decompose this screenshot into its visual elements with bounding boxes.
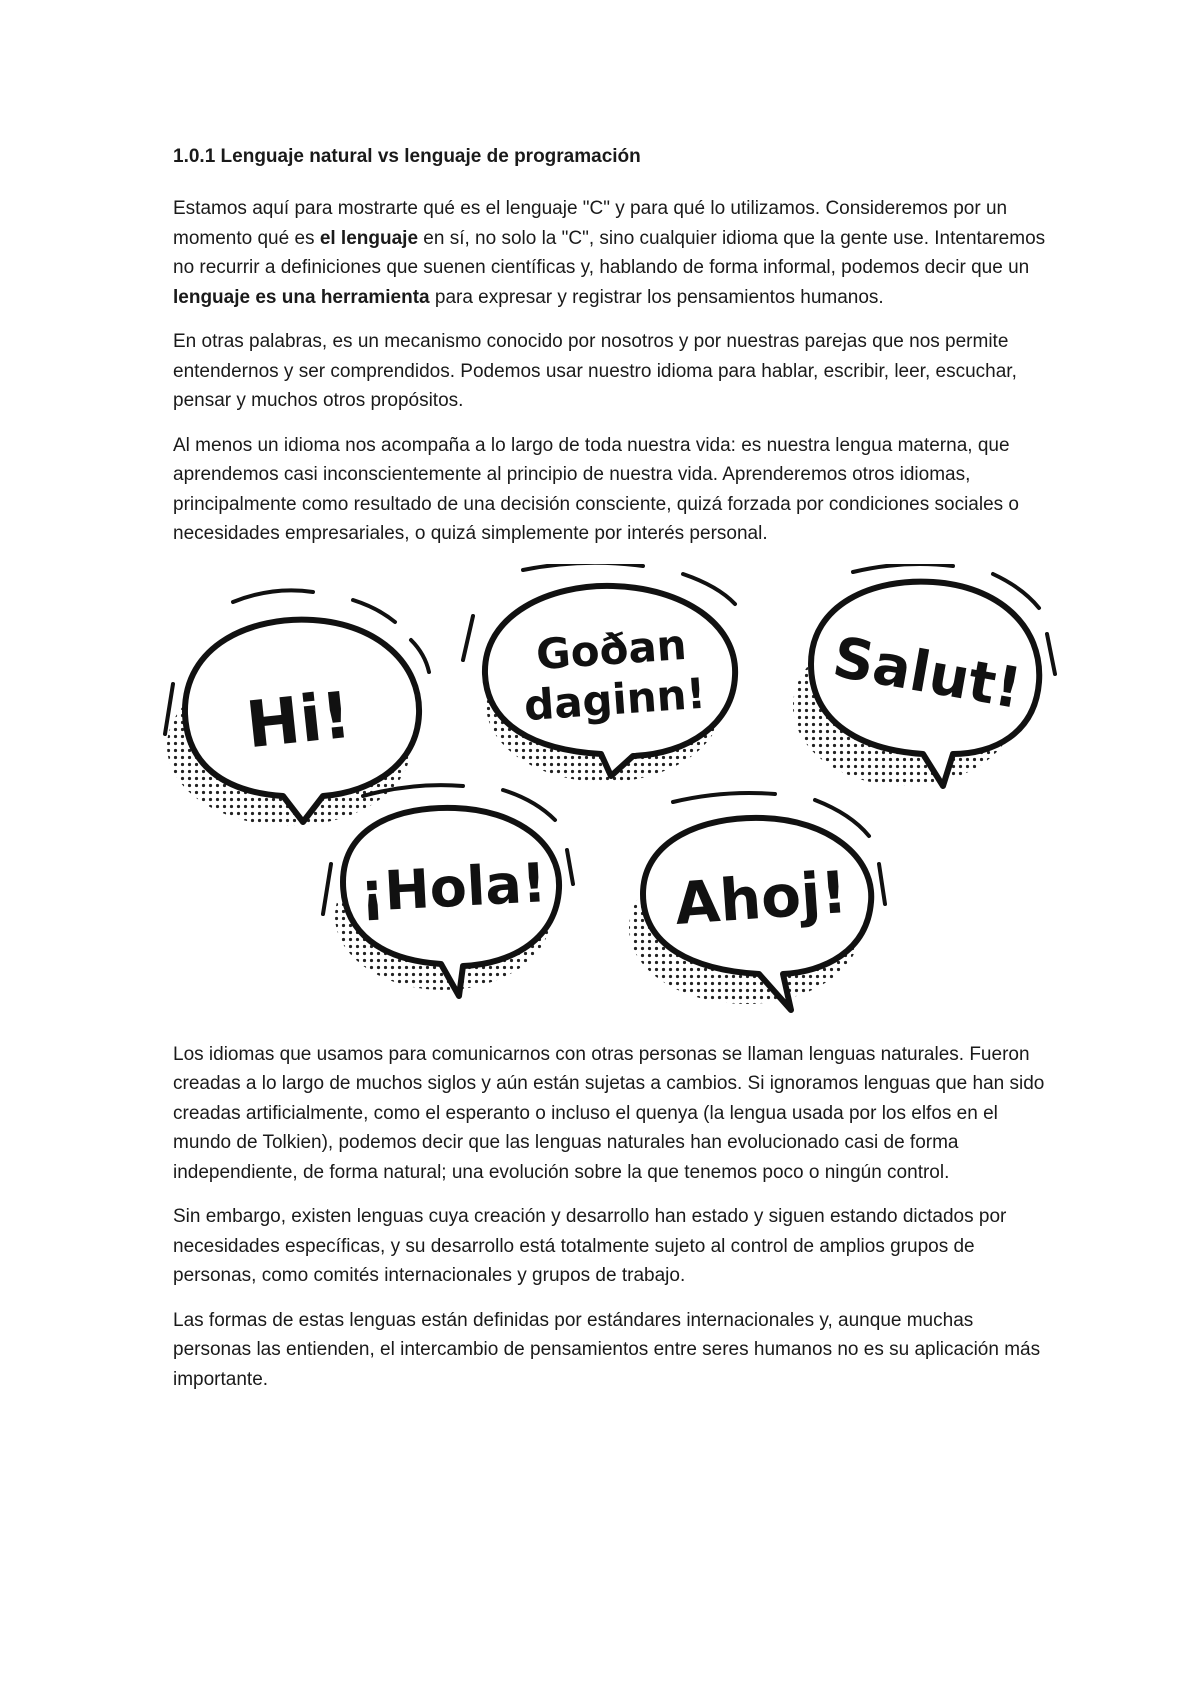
paragraph-6: Las formas de estas lenguas están definidas por estándares internacionales y, aunque muchas personas las entienden, el intercambio de pensamientos entre seres humanos no es su aplicación más importante.: [173, 1309, 1041, 1390]
paragraph-3: Al menos un idioma nos acompaña a lo largo de toda nuestra vida: es nuestra lengua materna, que aprendemos casi inconscientemente al principio de nuestra vida. Aprenderemos otros idiomas, principalmente como resultado de una decisión consciente, quizá forzada por condiciones sociales o necesidades empresariales, o quizá simplemente por interés personal.: [173, 434, 1020, 544]
bubble-text-godan: Goðan: [534, 619, 689, 679]
bubble-text-salut: Salut!: [828, 624, 1027, 722]
speech-bubble-godan-daginn: [463, 564, 735, 782]
bubble-text-hi: Hi!: [242, 678, 355, 763]
paragraph-1-bold-1: el lenguaje: [319, 227, 419, 249]
paragraph-1: [173, 194, 1053, 312]
bubble-text-daginn: daginn!: [522, 668, 708, 730]
speech-bubble-ahoj: [629, 793, 885, 1010]
bubble-text-ahoj: Ahoj!: [672, 857, 850, 938]
speech-bubble-hola: [323, 785, 573, 996]
paragraph-4: Los idiomas que usamos para comunicarnos con otras personas se llaman lenguas naturales. Fueron creadas a lo largo de muchos siglos y aún están sujetas a cambios. Si ignoramos lenguas que han sido creadas artificialmente, como el esperanto o incluso el quenya (la lengua usada por los elfos en el mundo de Tolkien), podemos decir que las lenguas naturales han evolucionado casi de forma independiente, de forma natural; una evolución sobre la que tenemos poco o ningún control.: [173, 1043, 1045, 1183]
bubble-text-hola: ¡Hola!: [358, 850, 548, 924]
paragraph-1-bold-2: lenguaje es una herramienta: [173, 286, 430, 308]
document-content: [173, 142, 1053, 1409]
paragraph-1-part-c: en sí, no solo la "C", sino cualquier idioma que la gente use. Intentaremos no recurrir a definiciones que suenen científicas y, hablando de forma informal, podemos decir que un: [173, 227, 1046, 278]
speech-bubbles-illustration: [173, 564, 1053, 1030]
paragraph-1-part-a: Estamos aquí para mostrarte qué es el lenguaje "C" y para qué lo utilizamos. Consideremos por un momento qué es: [173, 198, 1008, 249]
speech-bubble-salut: [793, 564, 1055, 786]
paragraph-2: En otras palabras, es un mecanismo conocido por nosotros y por nuestras parejas que nos permite entendernos y ser comprendidos. Podemos usar nuestro idioma para hablar, escribir, leer, escuchar, pensar y muchos otros propósitos.: [173, 331, 1017, 411]
speech-bubbles-svg: [163, 564, 1063, 1030]
paragraph-5: Sin embargo, existen lenguas cuya creación y desarrollo han estado y siguen estando dictados por necesidades específicas, y su desarrollo está totalmente sujeto al control de amplios grupos de personas, como comités internacionales y grupos de trabajo.: [173, 1206, 1007, 1286]
paragraph-1-part-d: para expresar y registrar los pensamientos humanos.: [429, 286, 884, 308]
section-heading: 1.0.1 Lenguaje natural vs lenguaje de programación: [173, 146, 641, 167]
